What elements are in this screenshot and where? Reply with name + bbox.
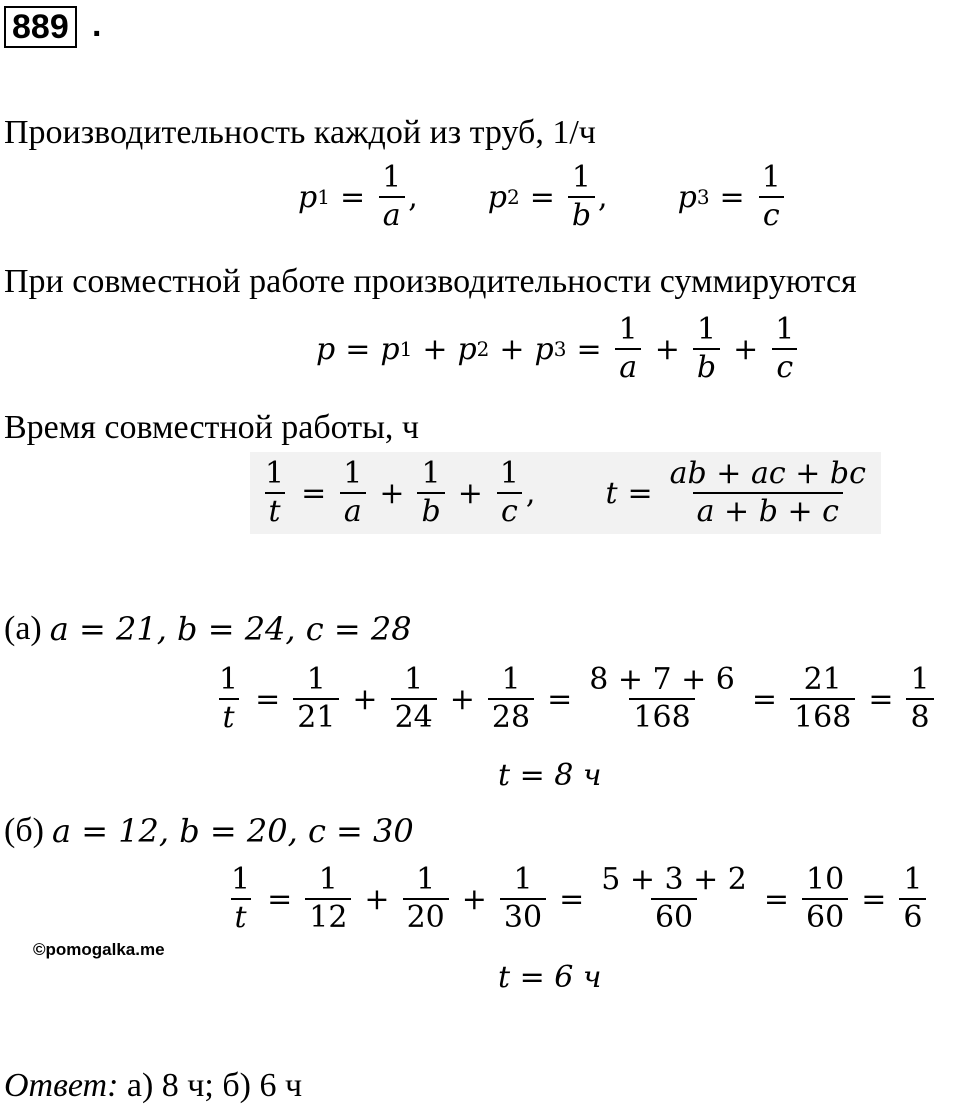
answer-line	[4, 1066, 302, 1106]
answer-label: Ответ:	[4, 1067, 119, 1104]
time-fraction: $\frac{ab + ac + bc}{a + b + c}$	[669, 456, 866, 529]
part-b-result: t = 6 ч	[498, 960, 602, 995]
intro-text: Производительность каждой из труб, 1/ч	[4, 114, 596, 151]
time-formula-highlight: $\frac{1}{t}$ = $\frac{1}{a}$ + $\frac{1}{b}$ + $\frac{1}{c}$ , t = $\frac{ab + ac + bc}{a + b + c}$	[250, 452, 881, 534]
watermark: ©pomogalka.me	[33, 940, 165, 959]
sum-formula: p = p 1 + p 2 + p 3 = $\frac{1}{a}$ + $\frac{1}{b}$ + $\frac{1}{c}$	[316, 312, 801, 386]
part-a-condition: (a) a = 21, b = 24, c = 28	[4, 610, 412, 648]
part-b-calculation: $\frac{1}{t}$ = $\frac{1}{12}$ + $\frac{1}{20}$ + $\frac{1}{30}$ = $\frac{5 + 3 + 2}{60}$ = $\frac{10}{60}$ = $\frac{1}{6}$	[224, 862, 929, 936]
problem-number-dot: .	[92, 6, 102, 44]
fraction-1-over-b: $\frac{1}{b}$	[568, 160, 595, 234]
answer-text: а) 8 ч; б) 6 ч	[126, 1067, 303, 1104]
problem-number: 889	[4, 6, 77, 48]
time-text: Время совместной работы, ч	[4, 409, 420, 446]
sum-text: При совместной работе производительности суммируются	[4, 263, 857, 300]
fraction-1-over-a: $\frac{1}{a}$	[378, 160, 405, 234]
productivity-formulas: p 1 = $\frac{1}{a}$ , p 2 = $\frac{1}{b}$ , p 3 = $\frac{1}{c}$	[298, 160, 788, 234]
part-b-condition: (б) a = 12, b = 20, c = 30	[4, 812, 414, 850]
part-a-calculation: $\frac{1}{t}$ = $\frac{1}{21}$ + $\frac{1}{24}$ + $\frac{1}{28}$ = $\frac{8 + 7 + 6}{168}$ = $\frac{21}{168}$ = $\frac{1}{8}$	[212, 662, 937, 736]
part-a-result: t = 8 ч	[498, 758, 602, 793]
fraction-1-over-c: $\frac{1}{c}$	[758, 160, 785, 234]
